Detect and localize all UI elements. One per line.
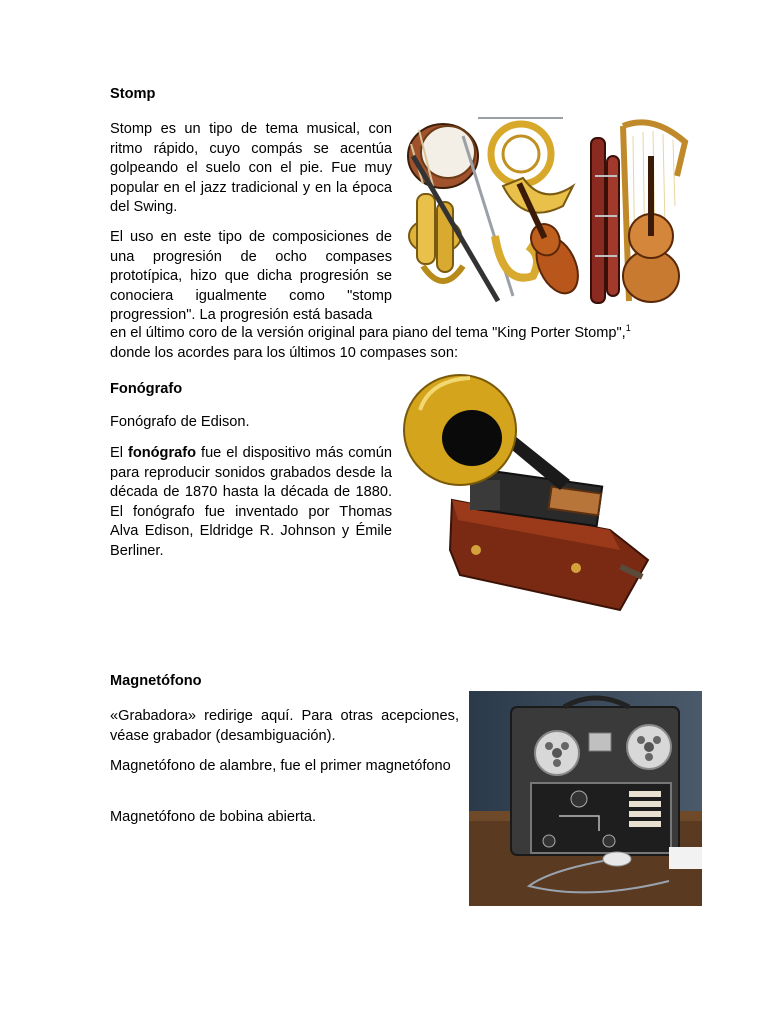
instruments-image (403, 116, 693, 306)
stomp-paragraph-4: donde los acordes para los últimos 10 compases son: (110, 345, 459, 361)
fonografo-bold-term: fonógrafo (127, 445, 197, 461)
magnetofono-paragraph-1: «Grabadora» redirige aquí. Para otras acepciones, véase grabador (desambiguación). (110, 708, 459, 744)
stomp-paragraph-2: El uso en este tipo de composiciones de una progresión de ocho compases prototípica, hizo que dicha progresión se conociera igualmente como "stomp progression". La progresión está basada (110, 229, 392, 324)
stomp-paragraph-3-text: en el último coro de la versión original para piano del tema "King Porter Stomp", (110, 325, 626, 341)
heading-magnetofono: Magnetófono (110, 673, 202, 689)
magnetofono-paragraph-3: Magnetófono de bobina abierta. (110, 809, 317, 825)
fonografo-rest: fue el dispositivo más común para reproducir sonidos grabados desde la década de 1870 hasta la década de 1880. El fonógrafo fue inventado por Thomas Alva Edison, Eldridge R. Johnson y Émile Berliner. (110, 445, 393, 559)
heading-fonografo: Fonógrafo (110, 381, 183, 397)
stomp-paragraph-1: Stomp es un tipo de tema musical, con ritmo rápido, cuyo compás se acentúa golpeando el suelo con el pie. Fue muy popular en el jazz tradicional y en la época del Swing. (110, 121, 392, 216)
fonografo-prefix: El (110, 445, 123, 461)
fonografo-caption: Fonógrafo de Edison. (110, 414, 250, 430)
footnote-ref-1[interactable]: 1 (625, 323, 631, 333)
phonograph-photo (400, 370, 665, 615)
tape-recorder-image (469, 691, 702, 906)
tape-recorder-photo (469, 691, 702, 906)
fonografo-paragraph (110, 444, 392, 562)
magnetofono-paragraph-2: Magnetófono de alambre, fue el primer magnetófono (110, 758, 451, 774)
instruments-illustration (403, 116, 693, 306)
heading-stomp: Stomp (110, 86, 156, 102)
phonograph-image (400, 370, 665, 615)
stomp-paragraph-3 (110, 324, 670, 344)
